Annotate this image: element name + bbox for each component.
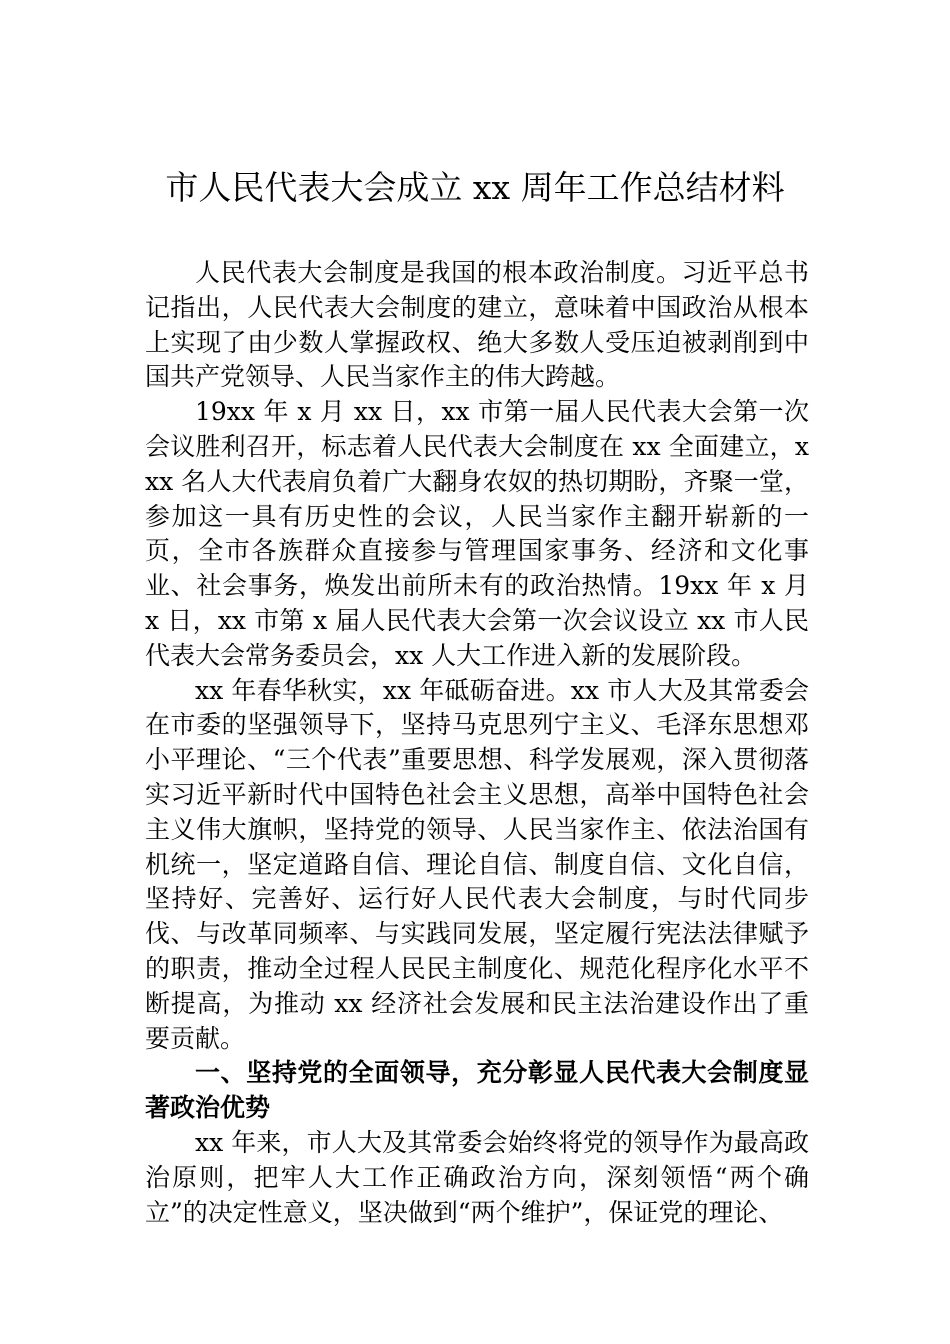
paragraph-intro: 人民代表大会制度是我国的根本政治制度。习近平总书记指出，人民代表大会制度的建立，意味着中国政治从根本上实现了由少数人掌握政权、绝大多数人受压迫被剥削到中国共产党领导、人民当家作主的伟大跨越。 (145, 258, 809, 392)
paragraph-section-one: xx 年来，市人大及其常委会始终将党的领导作为最高政治原则，把牢人大工作正确政治方向，深刻领悟“两个确立”的决定性意义，坚决做到“两个维护”，保证党的理论、 (145, 1127, 809, 1227)
document-title: 市人民代表大会成立 xx 周年工作总结材料 (165, 168, 785, 207)
paragraph-history: 19xx 年 x 月 xx 日，xx 市第一届人民代表大会第一次会议胜利召开，标志着人民代表大会制度在 xx 全面建立，xxx 名人大代表肩负着广大翻身农奴的热切期盼，齐聚一堂，参加这一具有历史性的会议，人民当家作主翻开崭新的一页，全市各族群众直接参与管理国家事务、经济和文化事业、社会事务，焕发出前所未有的政治热情。19xx 年 x 月 x 日，xx 市第 x 届人民代表大会第一次会议设立 xx 市人民代表大会常务委员会，xx 人大工作进入新的发展阶段。 (145, 397, 809, 670)
section-heading: 一、坚持党的全面领导，充分彰显人民代表大会制度显著政治优势 (145, 1058, 809, 1123)
paragraph-achievements: xx 年春华秋实，xx 年砥砺奋进。xx 市人大及其常委会在市委的坚强领导下，坚持马克思列宁主义、毛泽东思想邓小平理论、“三个代表”重要思想、科学发展观，深入贯彻落实习近平新时代中国特色社会主义思想，高举中国特色社会主义伟大旗帜，坚持党的领导、人民当家作主、依法治国有机统一，坚定道路自信、理论自信、制度自信、文化自信，坚持好、完善好、运行好人民代表大会制度，与时代同步伐、与改革同频率、与实践同发展，坚定履行宪法法律赋予的职责，推动全过程人民民主制度化、规范化程序化水平不断提高，为推动 xx 经济社会发展和民主法治建设作出了重要贡献。 (145, 675, 809, 1053)
document-body (145, 256, 809, 1230)
